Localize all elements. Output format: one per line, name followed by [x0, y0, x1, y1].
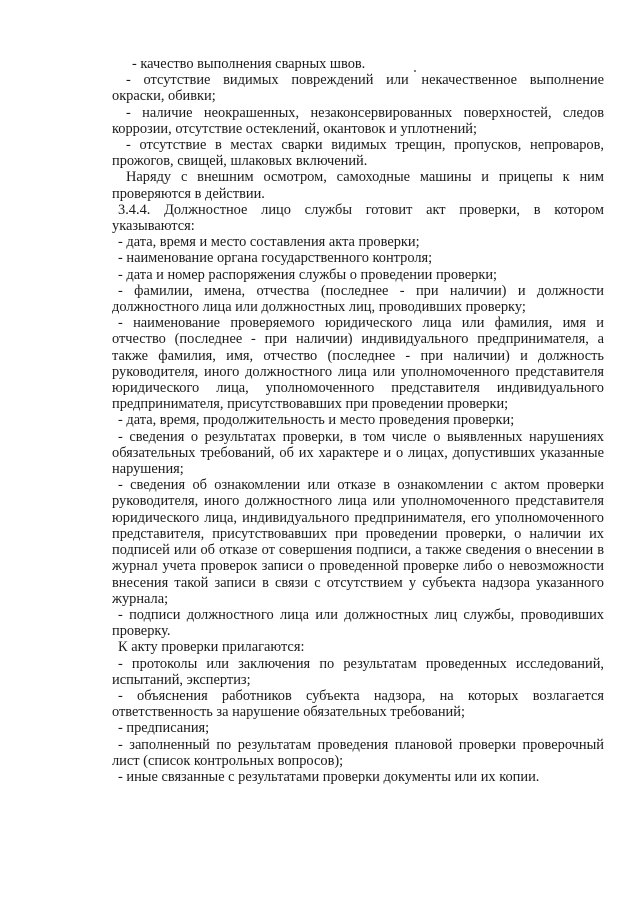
- list-item-results: - сведения о результатах проверки, в том числе о выявленных нарушениях обязательных требований, об их характере и о лицах, допустивших указанные нарушения;: [112, 428, 604, 478]
- list-item-date-place: - дата, время и место составления акта проверки;: [118, 234, 420, 251]
- list-item-protocols: - протоколы или заключения по результатам проведенных исследований, испытаний, экспертиз;: [112, 655, 604, 688]
- list-item-explanations: - объяснения работников субъекта надзора, на которых возлагается ответственность за нарушение обязательных требований;: [112, 687, 604, 721]
- paragraph-welding-quality: - качество выполнения сварных швов.: [132, 56, 366, 72]
- list-item-acquaintance: - сведения об ознакомлении или отказе в ознакомлении с актом проверки руководителя, иного должностного лица или уполномоченного представителя юридического лица, индивидуального предпринимателя, его уполномоченного представителя, присутствовавших при проведении проверки, о наличии их подписей или об отказе от совершения подписи, а также сведения о внесении в журнал учета проверок записи о проведенной проверке либо о невозможности внесения такой записи в связи с отсутствием у субъекта надзора указанного журнала;: [112, 477, 604, 607]
- list-item-checklist: - заполненный по результатам проведения плановой проверки проверочный лист (список контрольных вопросов);: [112, 736, 604, 769]
- list-item-other-documents: - иные связанные с результатами проверки документы или их копии.: [118, 768, 540, 785]
- list-item-inspector-names: - фамилии, имена, отчества (последнее - при наличии) и должности должностного лица или должностных лиц, проводивших проверку;: [112, 282, 604, 316]
- paragraph-operation-check: Наряду с внешним осмотром, самоходные машины и прицепы к ним проверяются в действии.: [112, 169, 604, 202]
- list-item-authority-name: - наименование органа государственного контроля;: [118, 250, 433, 267]
- list-item-order-number: - дата и номер распоряжения службы о проведении проверки;: [118, 266, 498, 283]
- list-item-orders: - предписания;: [118, 720, 210, 737]
- list-item-signatures: - подписи должностного лица или должностных лиц службы, проводивших проверку.: [112, 606, 604, 640]
- paragraph-section-3-4-4: 3.4.4. Должностное лицо службы готовит акт проверки, в котором указываются:: [112, 201, 604, 235]
- paragraph-weld-cracks: - отсутствие в местах сварки видимых трещин, пропусков, непроваров, прожогов, свищей, шлаковых включений.: [112, 137, 604, 170]
- paragraph-attachments-heading: К акту проверки прилагаются:: [118, 639, 305, 656]
- paragraph-paint-damage: - отсутствие видимых повреждений или некачественное выполнение окраски, обивки;: [112, 72, 604, 105]
- document-body: [112, 56, 604, 785]
- list-item-duration-place: - дата, время, продолжительность и место проведения проверки;: [118, 412, 515, 429]
- paragraph-unpainted-surfaces: - наличие неокрашенных, незаконсервированных поверхностей, следов коррозии, отсутствие остеклений, окантовок и уплотнений;: [112, 104, 604, 137]
- list-item-inspected-entity: - наименование проверяемого юридического лица или фамилия, имя и отчество (последнее - при наличии) индивидуального предпринимателя, а также фамилия, имя, отчество (последнее - при наличии) и должность руководителя, иного должностного лица или уполномоченного представителя юридического лица, уполномоченного представителя индивидуального предпринимателя, присутствовавших при проведении проверки;: [112, 315, 604, 413]
